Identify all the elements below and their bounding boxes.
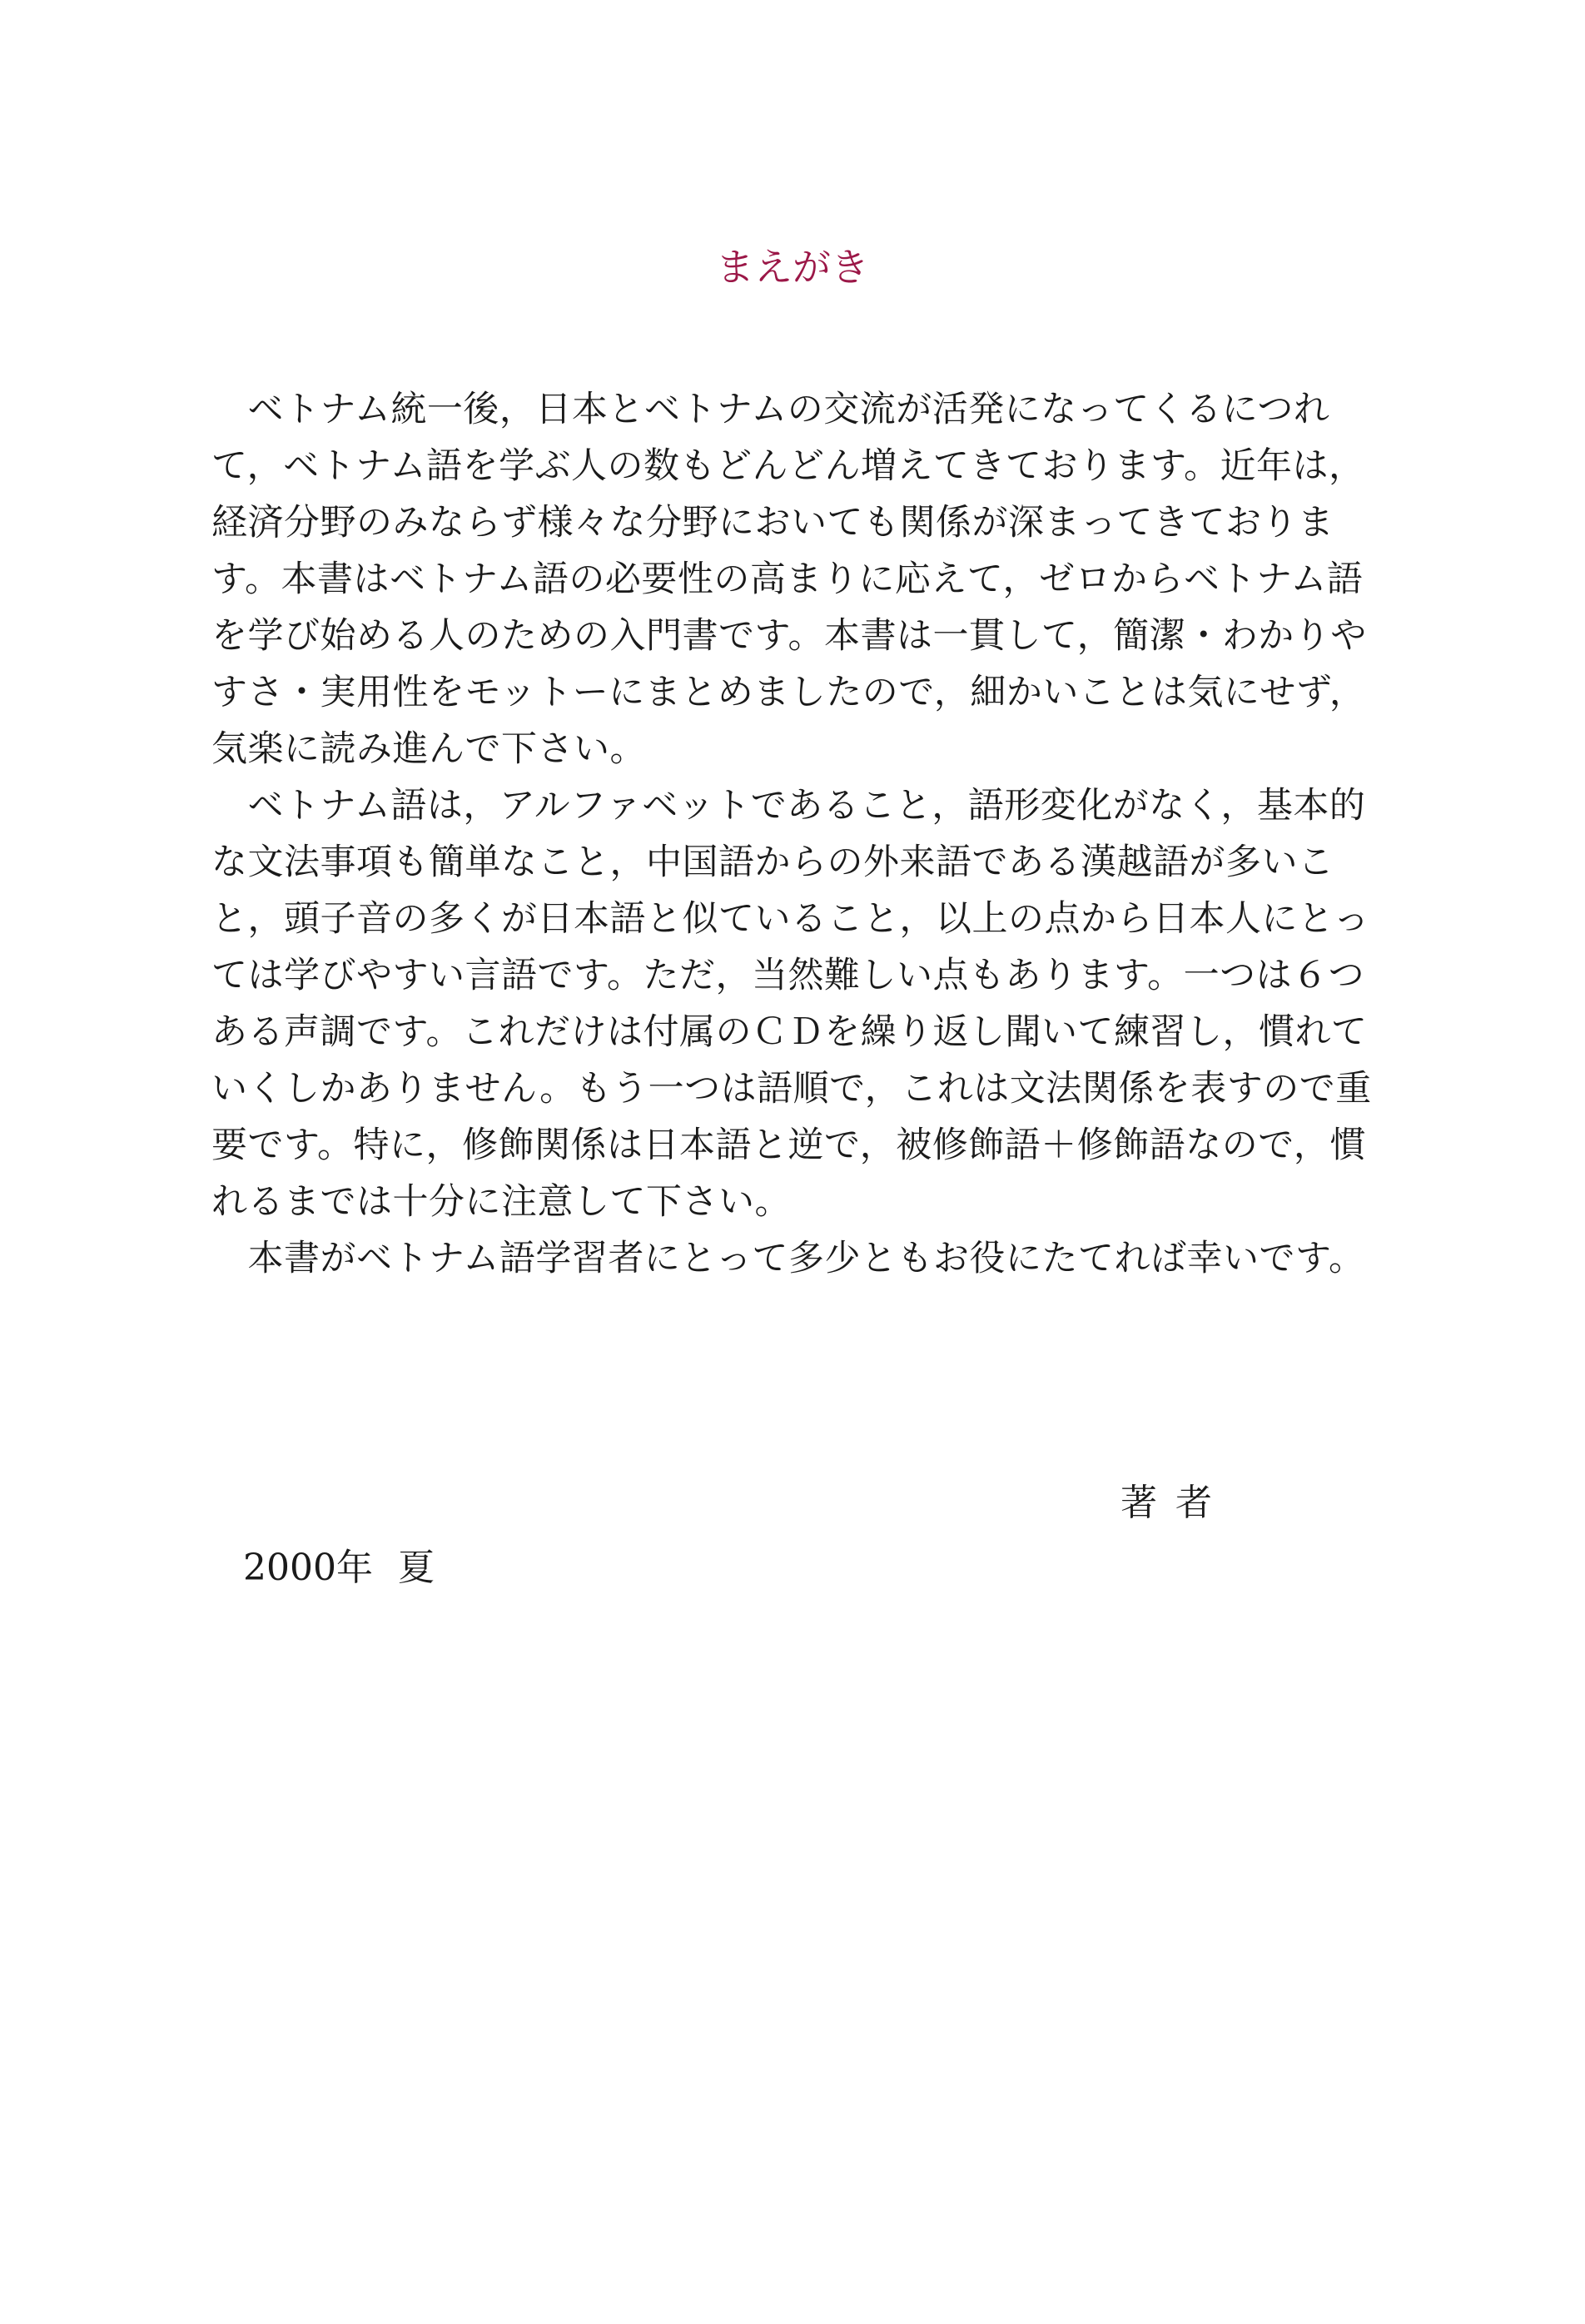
date-line xyxy=(243,1547,435,1589)
author-signature: 著者 xyxy=(1120,1482,1230,1524)
text-line: な文法事項も簡単なこと，中国語からの外来語である漢越語が多いこ xyxy=(211,842,1334,883)
text-line: す。本書はベトナム語の必要性の高まりに応えて，ゼロからベトナム語 xyxy=(211,559,1364,600)
text-line: 本書がベトナム語学習者にとって多少ともお役にたてれば幸いです。 xyxy=(211,1238,1365,1279)
text-line: と，頭子音の多くが日本語と似ていること，以上の点から日本人にとっ xyxy=(211,898,1370,940)
text-line: を学び始める人のための入門書です。本書は一貫して，簡潔・わかりや xyxy=(211,615,1367,657)
text-line: ベトナム統一後，日本とベトナムの交流が活発になってくるにつれ xyxy=(211,389,1330,430)
preface-body xyxy=(211,381,1372,1287)
text-line: 要です。特に，修飾関係は日本語と逆で，被修飾語＋修飾語なので，慣 xyxy=(211,1125,1366,1166)
text-line: ベトナム語は，アルファベットであること，語形変化がなく，基本的 xyxy=(211,785,1366,827)
text-line: 経済分野のみならず様々な分野においても関係が深まってきておりま xyxy=(211,502,1334,544)
date-season: 夏 xyxy=(397,1547,435,1589)
text-line: れるまでは十分に注意して下さい。 xyxy=(211,1181,791,1223)
date-year: 2000年 xyxy=(243,1547,373,1589)
text-line: いくしかありません。もう一つは語順で，これは文法関係を表すので重 xyxy=(211,1068,1372,1110)
text-line: すさ・実用性をモットーにまとめましたので，細かいことは気にせず， xyxy=(211,672,1366,713)
text-line: 気楽に読み進んで下さい。 xyxy=(211,728,646,770)
text-line: て，ベトナム語を学ぶ人の数もどんどん増えてきております。近年は， xyxy=(211,445,1365,487)
text-line: ある声調です。これだけは付属のＣＤを繰り返し聞いて練習し，慣れて xyxy=(211,1011,1368,1053)
page-title: まえがき xyxy=(716,245,869,290)
text-line: ては学びやすい言語です。ただ，当然難しい点もあります。一つは６つ xyxy=(211,955,1365,996)
